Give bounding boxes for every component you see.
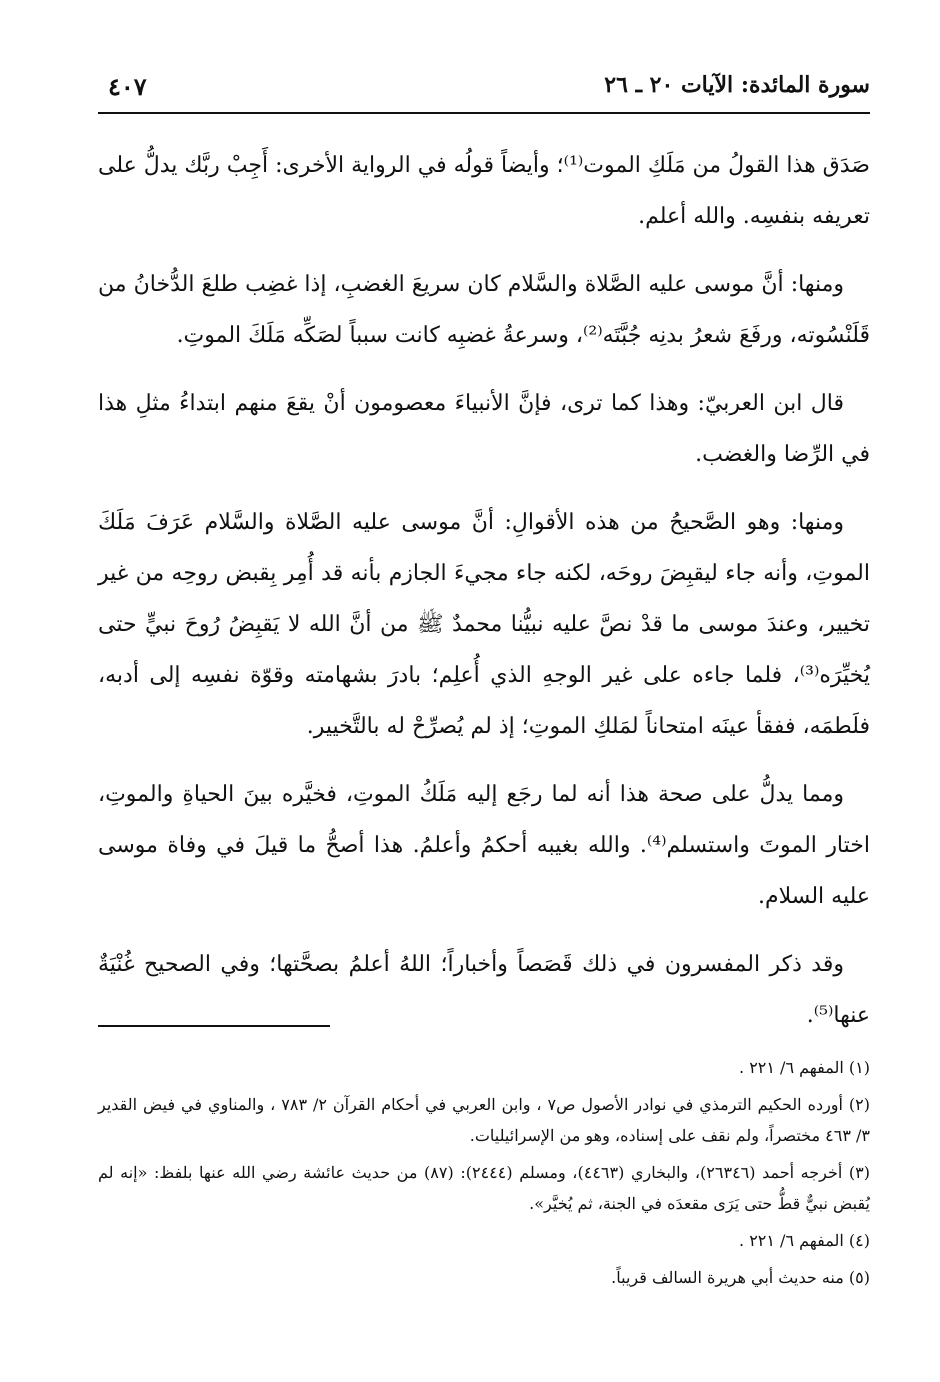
running-title: سورة المائدة: الآيات ٢٠ ـ ٢٦ <box>604 72 870 98</box>
footnote: (٣) أخرجه أحمد (٢٦٣٤٦)، والبخاري (٤٤٦٣)، ومسلم (٢٤٤٤): (٨٧) من حديث عائشة رضي الله عنها بلفظ: «إنه لم يُقبض نبيٌّ قطُّ حتى يَرَى مقعدَه في الجنة، ثم يُخيَّر». <box>98 1163 871 1213</box>
footnote-separator <box>98 1025 330 1027</box>
paragraph: ومنها: وهو الصَّحيحُ من هذه الأقوالِ: أنَّ موسى عليه الصَّلاة والسَّلام عَرَفَ مَلَكَ الموتِ، وأنه جاء ليقبِضَ روحَه، لكنه جاء مجيءَ الجازم بأنه قد أُمِر بِقبض روحِه من غير تخيير، وعندَ موسى ما قدْ نصَّ عليه نبيُّنا محمدٌ ﷺ من أنَّ الله لا يَقبِضُ رُوحَ نبيٍّ حتى يُخيِّرَه⁽³⁾، فلما جاءه على غير الوجهِ الذي أُعلِم؛ بادرَ بشهامته وقوّة نفسِه إلى أدبه، فلَطمَه، ففقأ عينَه امتحاناً لمَلكِ الموتِ؛ إذ لم يُصرِّحْ له بالتَّخيير. <box>98 510 870 739</box>
paragraph: صَدَق هذا القولُ من مَلَكِ الموت⁽¹⁾؛ وأيضاً قولُه في الرواية الأخرى: أَجِبْ ربَّك يدلُّ على تعريفه بنفسِه. والله أعلم. <box>98 153 870 229</box>
footnotes <box>98 1052 870 1299</box>
page-number: ٤٠٧ <box>108 72 147 101</box>
footnote: (٥) منه حديث أبي هريرة السالف قريباً. <box>611 1268 870 1287</box>
paragraph: وقد ذكر المفسرون في ذلك قَصَصاً وأخباراً؛ اللهُ أعلمُ بصحَّتها؛ وفي الصحيح غُنْيَةٌ عنها⁽⁵⁾. <box>98 952 870 1028</box>
main-text <box>98 140 870 1058</box>
footnote: (٤) المفهم ٦/ ٢٢١ . <box>739 1231 870 1250</box>
paragraph: قال ابن العربيّ: وهذا كما ترى، فإنَّ الأنبياءَ معصومون أنْ يقعَ منهم ابتداءُ مثلِ هذا في الرِّضا والغضب. <box>98 391 870 467</box>
page-header <box>98 68 870 114</box>
footnote: (١) المفهم ٦/ ٢٢١ . <box>739 1058 870 1077</box>
paragraph: ومنها: أنَّ موسى عليه الصَّلاة والسَّلام كان سريعَ الغضبِ، إذا غضِب طلعَ الدُّخانُ من قَلَنْسُوته، ورفَعَ شعرُ بدنِه جُبَّتَه⁽²⁾، وسرعةُ غضبِه كانت سبباً لصَكِّه مَلَكَ الموتِ. <box>98 272 870 348</box>
footnote: (٢) أورده الحكيم الترمذي في نوادر الأصول ص٧ ، وابن العربي في أحكام القرآن ٢/ ٧٨٣ ، والمناوي في فيض القدير ٣/ ٤٦٣ مختصراً، ولم نقف على إسناده، وهو من الإسرائيليات. <box>98 1095 870 1145</box>
paragraph: ومما يدلُّ على صحة هذا أنه لما رجَع إليه مَلَكُ الموتِ، فخيَّره بينَ الحياةِ والموتِ، اختار الموتَ واستسلم⁽⁴⁾. والله بغيبه أحكمُ وأعلمُ. هذا أصحُّ ما قيلَ في وفاة موسى عليه السلام. <box>98 782 870 909</box>
